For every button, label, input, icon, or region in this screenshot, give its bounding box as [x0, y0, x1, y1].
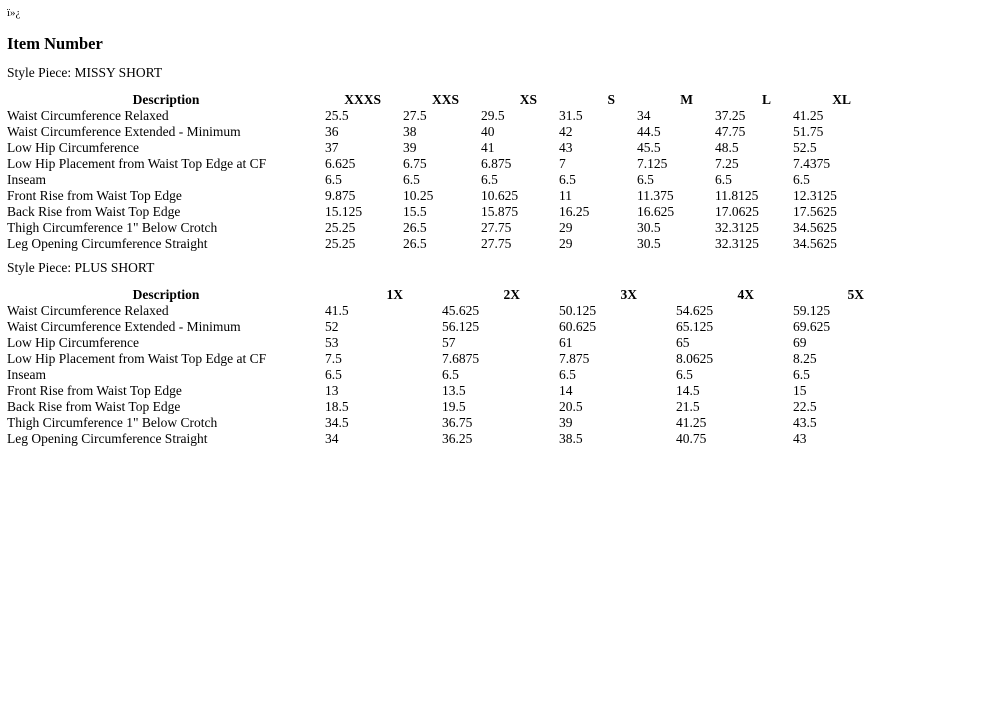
- table-row: [7, 367, 903, 383]
- measurement-value: 41: [481, 140, 495, 155]
- measurement-value: 6.5: [559, 172, 576, 187]
- measurement-value: 14: [559, 383, 573, 398]
- measurement-value: 7.4375: [793, 156, 831, 171]
- measurement-value: 57: [442, 335, 456, 350]
- measurement-value: 7: [559, 156, 566, 171]
- measurement-value: 15.125: [325, 204, 363, 219]
- measurement-value: 47.75: [715, 124, 746, 139]
- measurement-value: 17.5625: [793, 204, 837, 219]
- measurement-value: 54.625: [676, 303, 714, 318]
- measurement-value: 50.125: [559, 303, 597, 318]
- measurement-label: Inseam: [7, 172, 46, 187]
- measurement-value: 6.75: [403, 156, 427, 171]
- column-header-size: 3X: [620, 287, 637, 302]
- bom-marker-text: ï»¿: [7, 7, 21, 19]
- measurement-value: 7.875: [559, 351, 590, 366]
- measurement-value: 22.5: [793, 399, 817, 414]
- measurement-value: 42: [559, 124, 573, 139]
- measurement-value: 27.75: [481, 236, 512, 251]
- measurement-value: 69: [793, 335, 807, 350]
- measurement-value: 48.5: [715, 140, 739, 155]
- measurement-value: 31.5: [559, 108, 583, 123]
- column-header-size: 5X: [847, 287, 864, 302]
- table-header-row: [7, 287, 903, 303]
- table-row: [7, 431, 903, 447]
- measurement-value: 41.25: [793, 108, 824, 123]
- measurement-label: Thigh Circumference 1" Below Crotch: [7, 220, 218, 235]
- measurement-value: 13: [325, 383, 339, 398]
- measurement-value: 6.5: [481, 172, 498, 187]
- measurement-value: 40.75: [676, 431, 707, 446]
- measurement-value: 21.5: [676, 399, 700, 414]
- measurement-label: Waist Circumference Relaxed: [7, 108, 169, 123]
- table-row: [7, 188, 873, 204]
- measurement-value: 9.875: [325, 188, 356, 203]
- measurement-value: 15.5: [403, 204, 427, 219]
- measurement-label: Back Rise from Waist Top Edge: [7, 399, 181, 414]
- measurement-value: 30.5: [637, 220, 661, 235]
- table-row: [7, 172, 873, 188]
- measurement-value: 29: [559, 236, 573, 251]
- column-header-size: 4X: [737, 287, 754, 302]
- measurement-value: 16.625: [637, 204, 675, 219]
- measurement-value: 11.375: [637, 188, 674, 203]
- measurement-value: 59.125: [793, 303, 831, 318]
- measurement-value: 60.625: [559, 319, 597, 334]
- measurement-value: 14.5: [676, 383, 700, 398]
- style-piece-label-missy: Style Piece: MISSY SHORT: [7, 65, 163, 80]
- column-header-size: XXXS: [344, 92, 381, 107]
- measurement-value: 15: [793, 383, 807, 398]
- measurement-value: 45.5: [637, 140, 661, 155]
- size-chart-table-plus: [7, 287, 903, 447]
- measurement-value: 19.5: [442, 399, 466, 414]
- column-header-size: S: [607, 92, 615, 107]
- table-row: [7, 383, 903, 399]
- measurement-value: 11.8125: [715, 188, 759, 203]
- table-row: [7, 156, 873, 172]
- measurement-value: 7.125: [637, 156, 668, 171]
- column-header-size: XS: [519, 92, 537, 107]
- measurement-value: 6.625: [325, 156, 356, 171]
- measurement-label: Low Hip Circumference: [7, 140, 139, 155]
- measurement-value: 51.75: [793, 124, 824, 139]
- measurement-value: 6.5: [403, 172, 420, 187]
- measurement-value: 65.125: [676, 319, 714, 334]
- measurement-value: 43: [559, 140, 573, 155]
- measurement-value: 45.625: [442, 303, 480, 318]
- measurement-value: 6.5: [325, 172, 342, 187]
- measurement-value: 18.5: [325, 399, 349, 414]
- measurement-value: 7.6875: [442, 351, 480, 366]
- measurement-value: 25.25: [325, 236, 356, 251]
- table-row: [7, 204, 873, 220]
- style-piece-label-plus: Style Piece: PLUS SHORT: [7, 260, 155, 275]
- measurement-label: Thigh Circumference 1" Below Crotch: [7, 415, 218, 430]
- measurement-label: Waist Circumference Extended - Minimum: [7, 319, 241, 334]
- measurement-value: 65: [676, 335, 690, 350]
- measurement-value: 6.5: [715, 172, 732, 187]
- measurement-value: 6.5: [676, 367, 693, 382]
- measurement-value: 15.875: [481, 204, 519, 219]
- measurement-value: 25.5: [325, 108, 349, 123]
- page-title: Item Number: [7, 34, 103, 53]
- measurement-value: 8.25: [793, 351, 817, 366]
- measurement-value: 36.75: [442, 415, 473, 430]
- measurement-label: Leg Opening Circumference Straight: [7, 431, 208, 446]
- measurement-value: 6.5: [637, 172, 654, 187]
- measurement-value: 61: [559, 335, 573, 350]
- table-row: [7, 399, 903, 415]
- measurement-value: 8.0625: [676, 351, 714, 366]
- measurement-value: 6.5: [793, 172, 810, 187]
- measurement-value: 53: [325, 335, 339, 350]
- measurement-value: 36.25: [442, 431, 473, 446]
- table-row: [7, 303, 903, 319]
- measurement-value: 17.0625: [715, 204, 759, 219]
- table-header-row: [7, 92, 873, 108]
- measurement-label: Waist Circumference Relaxed: [7, 303, 169, 318]
- measurement-value: 27.75: [481, 220, 512, 235]
- measurement-value: 6.875: [481, 156, 512, 171]
- column-header-description: Description: [132, 92, 200, 107]
- table-row: [7, 236, 873, 252]
- measurement-label: Leg Opening Circumference Straight: [7, 236, 208, 251]
- measurement-label: Waist Circumference Extended - Minimum: [7, 124, 241, 139]
- measurement-value: 34.5625: [793, 220, 837, 235]
- measurement-value: 38.5: [559, 431, 583, 446]
- column-header-size: 1X: [386, 287, 403, 302]
- column-header-size: L: [761, 92, 771, 107]
- measurement-label: Front Rise from Waist Top Edge: [7, 188, 182, 203]
- measurement-value: 52: [325, 319, 339, 334]
- measurement-value: 11: [559, 188, 572, 203]
- measurement-value: 36: [325, 124, 339, 139]
- measurement-value: 29.5: [481, 108, 505, 123]
- measurement-value: 30.5: [637, 236, 661, 251]
- measurement-value: 37.25: [715, 108, 746, 123]
- measurement-value: 69.625: [793, 319, 831, 334]
- measurement-value: 27.5: [403, 108, 427, 123]
- measurement-value: 32.3125: [715, 236, 759, 251]
- table-row: [7, 351, 903, 367]
- measurement-value: 34.5: [325, 415, 349, 430]
- measurement-value: 6.5: [793, 367, 810, 382]
- table-row: [7, 124, 873, 140]
- column-header-size: XXS: [431, 92, 459, 107]
- table-row: [7, 319, 903, 335]
- measurement-value: 7.5: [325, 351, 342, 366]
- table-row: [7, 415, 903, 431]
- measurement-value: 6.5: [559, 367, 576, 382]
- measurement-value: 12.3125: [793, 188, 837, 203]
- measurement-value: 37: [325, 140, 339, 155]
- measurement-value: 43: [793, 431, 807, 446]
- measurement-value: 32.3125: [715, 220, 759, 235]
- measurement-value: 13.5: [442, 383, 466, 398]
- measurement-value: 26.5: [403, 236, 427, 251]
- measurement-value: 34: [637, 108, 651, 123]
- measurement-label: Low Hip Placement from Waist Top Edge at CF: [7, 351, 267, 366]
- column-header-size: XL: [832, 92, 851, 107]
- measurement-value: 26.5: [403, 220, 427, 235]
- measurement-value: 25.25: [325, 220, 356, 235]
- measurement-value: 6.5: [442, 367, 459, 382]
- table-row: [7, 220, 873, 236]
- measurement-value: 39: [559, 415, 573, 430]
- measurement-value: 7.25: [715, 156, 739, 171]
- measurement-value: 6.5: [325, 367, 342, 382]
- measurement-value: 39: [403, 140, 417, 155]
- measurement-value: 44.5: [637, 124, 661, 139]
- column-header-size: M: [680, 92, 693, 107]
- measurement-label: Inseam: [7, 367, 46, 382]
- measurement-label: Low Hip Circumference: [7, 335, 139, 350]
- measurement-value: 43.5: [793, 415, 817, 430]
- measurement-label: Front Rise from Waist Top Edge: [7, 383, 182, 398]
- measurement-value: 10.625: [481, 188, 519, 203]
- measurement-value: 41.25: [676, 415, 707, 430]
- measurement-label: Back Rise from Waist Top Edge: [7, 204, 181, 219]
- measurement-value: 29: [559, 220, 573, 235]
- measurement-value: 56.125: [442, 319, 480, 334]
- measurement-value: 20.5: [559, 399, 583, 414]
- measurement-value: 16.25: [559, 204, 590, 219]
- measurement-value: 38: [403, 124, 417, 139]
- measurement-value: 34: [325, 431, 339, 446]
- size-chart-table-missy: [7, 92, 873, 252]
- table-row: [7, 140, 873, 156]
- measurement-value: 34.5625: [793, 236, 837, 251]
- measurement-label: Low Hip Placement from Waist Top Edge at CF: [7, 156, 267, 171]
- table-row: [7, 335, 903, 351]
- measurement-value: 52.5: [793, 140, 817, 155]
- column-header-size: 2X: [503, 287, 520, 302]
- column-header-description: Description: [132, 287, 200, 302]
- table-row: [7, 108, 873, 124]
- measurement-value: 41.5: [325, 303, 349, 318]
- measurement-value: 10.25: [403, 188, 434, 203]
- measurement-value: 40: [481, 124, 495, 139]
